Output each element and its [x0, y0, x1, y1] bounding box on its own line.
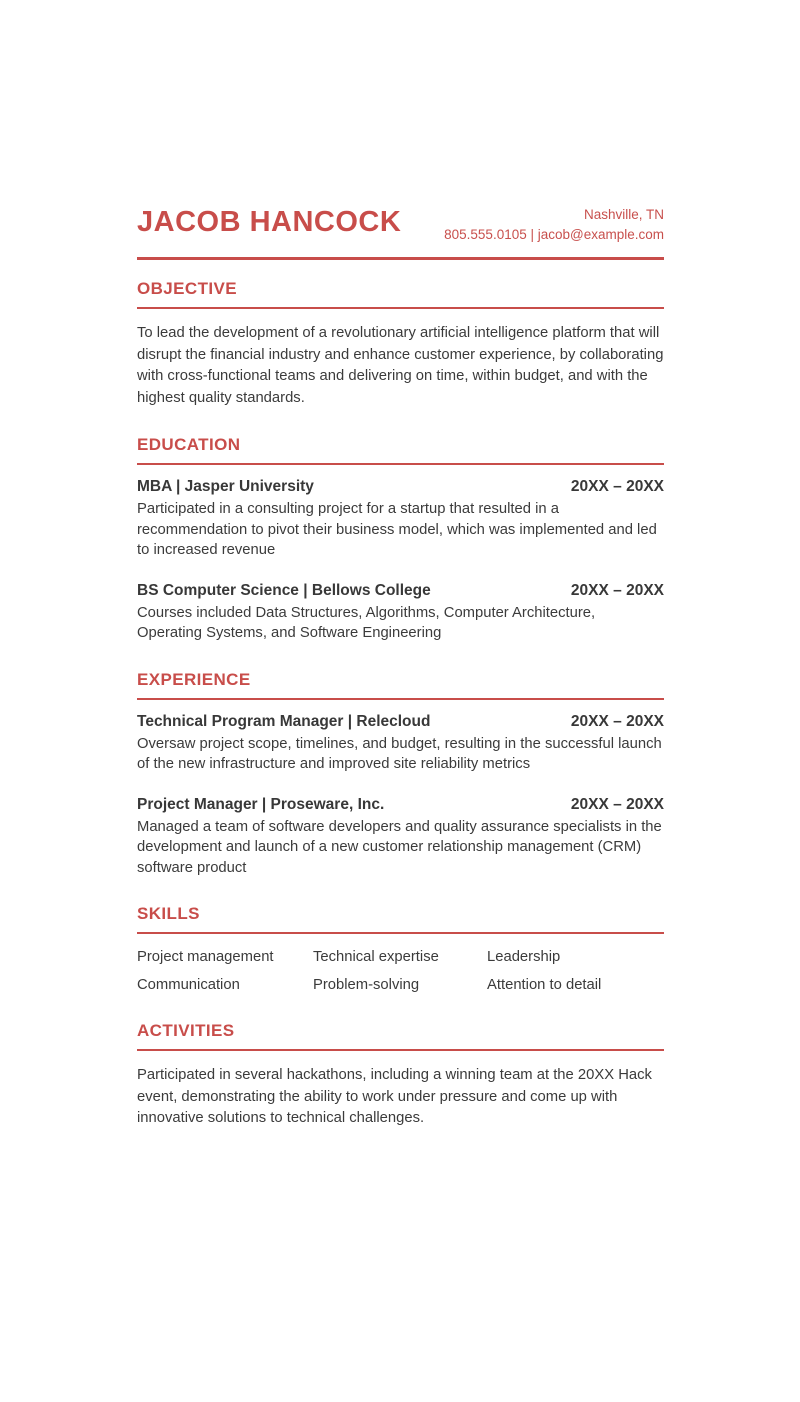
experience-entry: [137, 796, 664, 879]
resume-header: [137, 203, 664, 260]
section-title-experience: EXPERIENCE: [137, 670, 664, 700]
skill-item: Leadership: [487, 949, 561, 965]
resume-content: [137, 0, 664, 1130]
experience-entry-head: [137, 796, 664, 814]
experience-description: Managed a team of software developers and quality assurance specialists in the development and launch of a new customer relationship management (CRM) software product: [137, 818, 662, 876]
skill-item: Project management: [137, 949, 274, 965]
education-entry-head: [137, 582, 664, 600]
experience-description: Oversaw project scope, timelines, and budget, resulting in the successful launch of the new infrastructure and improved site reliability metrics: [137, 735, 662, 772]
experience-entry-head: [137, 713, 664, 731]
education-dates: 20XX – 20XX: [570, 478, 664, 495]
experience-entry: [137, 713, 664, 775]
objective-text: To lead the development of a revolutionary artificial intelligence platform that will disrupt the financial industry and enhance customer experience, by collaborating with cross-functional teams and delivering on time, within budget, and with the highest quality standards.: [137, 325, 664, 406]
section-activities: [137, 1021, 664, 1130]
section-education: [137, 435, 664, 644]
experience-dates: 20XX – 20XX: [570, 795, 664, 813]
experience-role-company: Technical Program Manager | Relecloud: [137, 712, 431, 730]
experience-role-company: Project Manager | Proseware, Inc.: [137, 795, 385, 813]
person-name: JACOB HANCOCK: [137, 206, 402, 238]
section-skills: [137, 904, 664, 995]
skill-item: Problem-solving: [313, 977, 420, 993]
contact-block: [444, 203, 664, 245]
education-description: Courses included Data Structures, Algorithms, Computer Architecture, Operating Systems, and Software Engineering: [137, 604, 596, 641]
section-title-skills: SKILLS: [137, 904, 664, 934]
experience-dates: 20XX – 20XX: [570, 712, 664, 730]
contact-location: Nashville, TN: [583, 207, 664, 222]
education-entry: [137, 478, 664, 561]
education-degree-school: BS Computer Science | Bellows College: [137, 581, 431, 599]
education-dates: 20XX – 20XX: [570, 581, 664, 599]
education-entry: [137, 582, 664, 644]
education-description: Participated in a consulting project for a startup that resulted in a recommendation to pivot their business model, which was implemented and led to increased revenue: [137, 501, 657, 558]
skill-item: Technical expertise: [313, 949, 439, 965]
education-entry-head: [137, 478, 664, 496]
section-objective: [137, 279, 664, 409]
activities-text: Participated in several hackathons, including a winning team at the 20XX Hack event, demonstrating the ability to work under pressure and come up with innovative solutions to technical challenges.: [137, 1067, 652, 1126]
section-title-education: EDUCATION: [137, 435, 664, 465]
skill-item: Communication: [137, 977, 240, 993]
skill-item: Attention to detail: [487, 977, 602, 993]
contact-phone-email: 805.555.0105 | jacob@example.com: [444, 227, 664, 242]
education-degree-school: MBA | Jasper University: [137, 478, 314, 495]
skills-grid: [137, 947, 664, 995]
section-title-objective: OBJECTIVE: [137, 279, 664, 309]
section-experience: [137, 670, 664, 879]
section-title-activities: ACTIVITIES: [137, 1021, 664, 1051]
